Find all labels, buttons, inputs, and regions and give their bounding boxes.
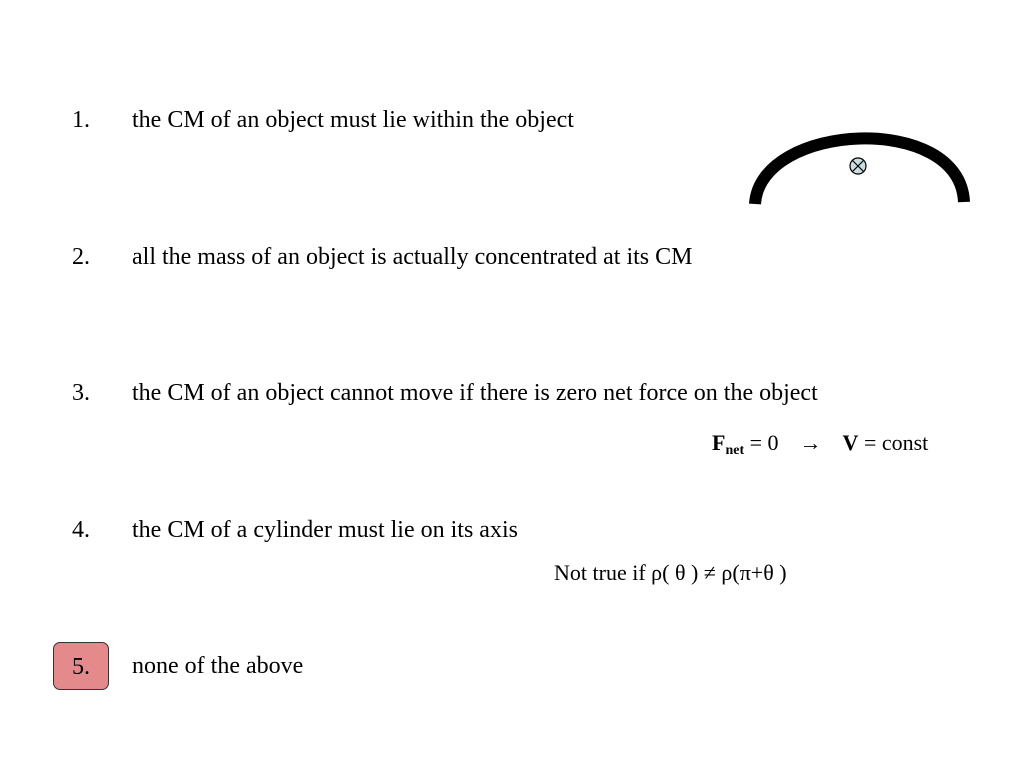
choice-3-number: 3. [72, 380, 90, 406]
choice-4-number: 4. [72, 517, 90, 543]
force-equation [712, 430, 928, 459]
choice-5-number-selected: 5. [53, 642, 109, 690]
choice-5[interactable] [0, 646, 1024, 686]
arrow-icon: → [799, 430, 822, 455]
choice-4[interactable] [0, 510, 1024, 550]
cm-marker-icon [850, 158, 866, 174]
semicircle-arc-figure [740, 112, 980, 212]
choice-3-text: the CM of an object cannot move if there is zero net force on the object [132, 380, 818, 406]
velocity-symbol: V [842, 430, 859, 455]
force-symbol: F [712, 430, 726, 455]
force-equals-zero: = 0 [749, 430, 779, 455]
choice-3[interactable] [0, 373, 1024, 413]
density-note: Not true if ρ( θ ) ≠ ρ(π+θ ) [554, 560, 787, 585]
force-subscript: net [725, 443, 745, 458]
choice-1-number: 1. [72, 107, 90, 133]
choice-5-text: none of the above [132, 653, 304, 679]
choice-2-text: all the mass of an object is actually concentrated at its CM [132, 244, 693, 270]
choice-2-number: 2. [72, 244, 90, 270]
velocity-rhs: = const [863, 430, 929, 455]
choice-1-text: the CM of an object must lie within the object [132, 107, 574, 133]
choice-4-text: the CM of a cylinder must lie on its axis [132, 517, 518, 543]
choice-2[interactable] [0, 237, 1024, 277]
